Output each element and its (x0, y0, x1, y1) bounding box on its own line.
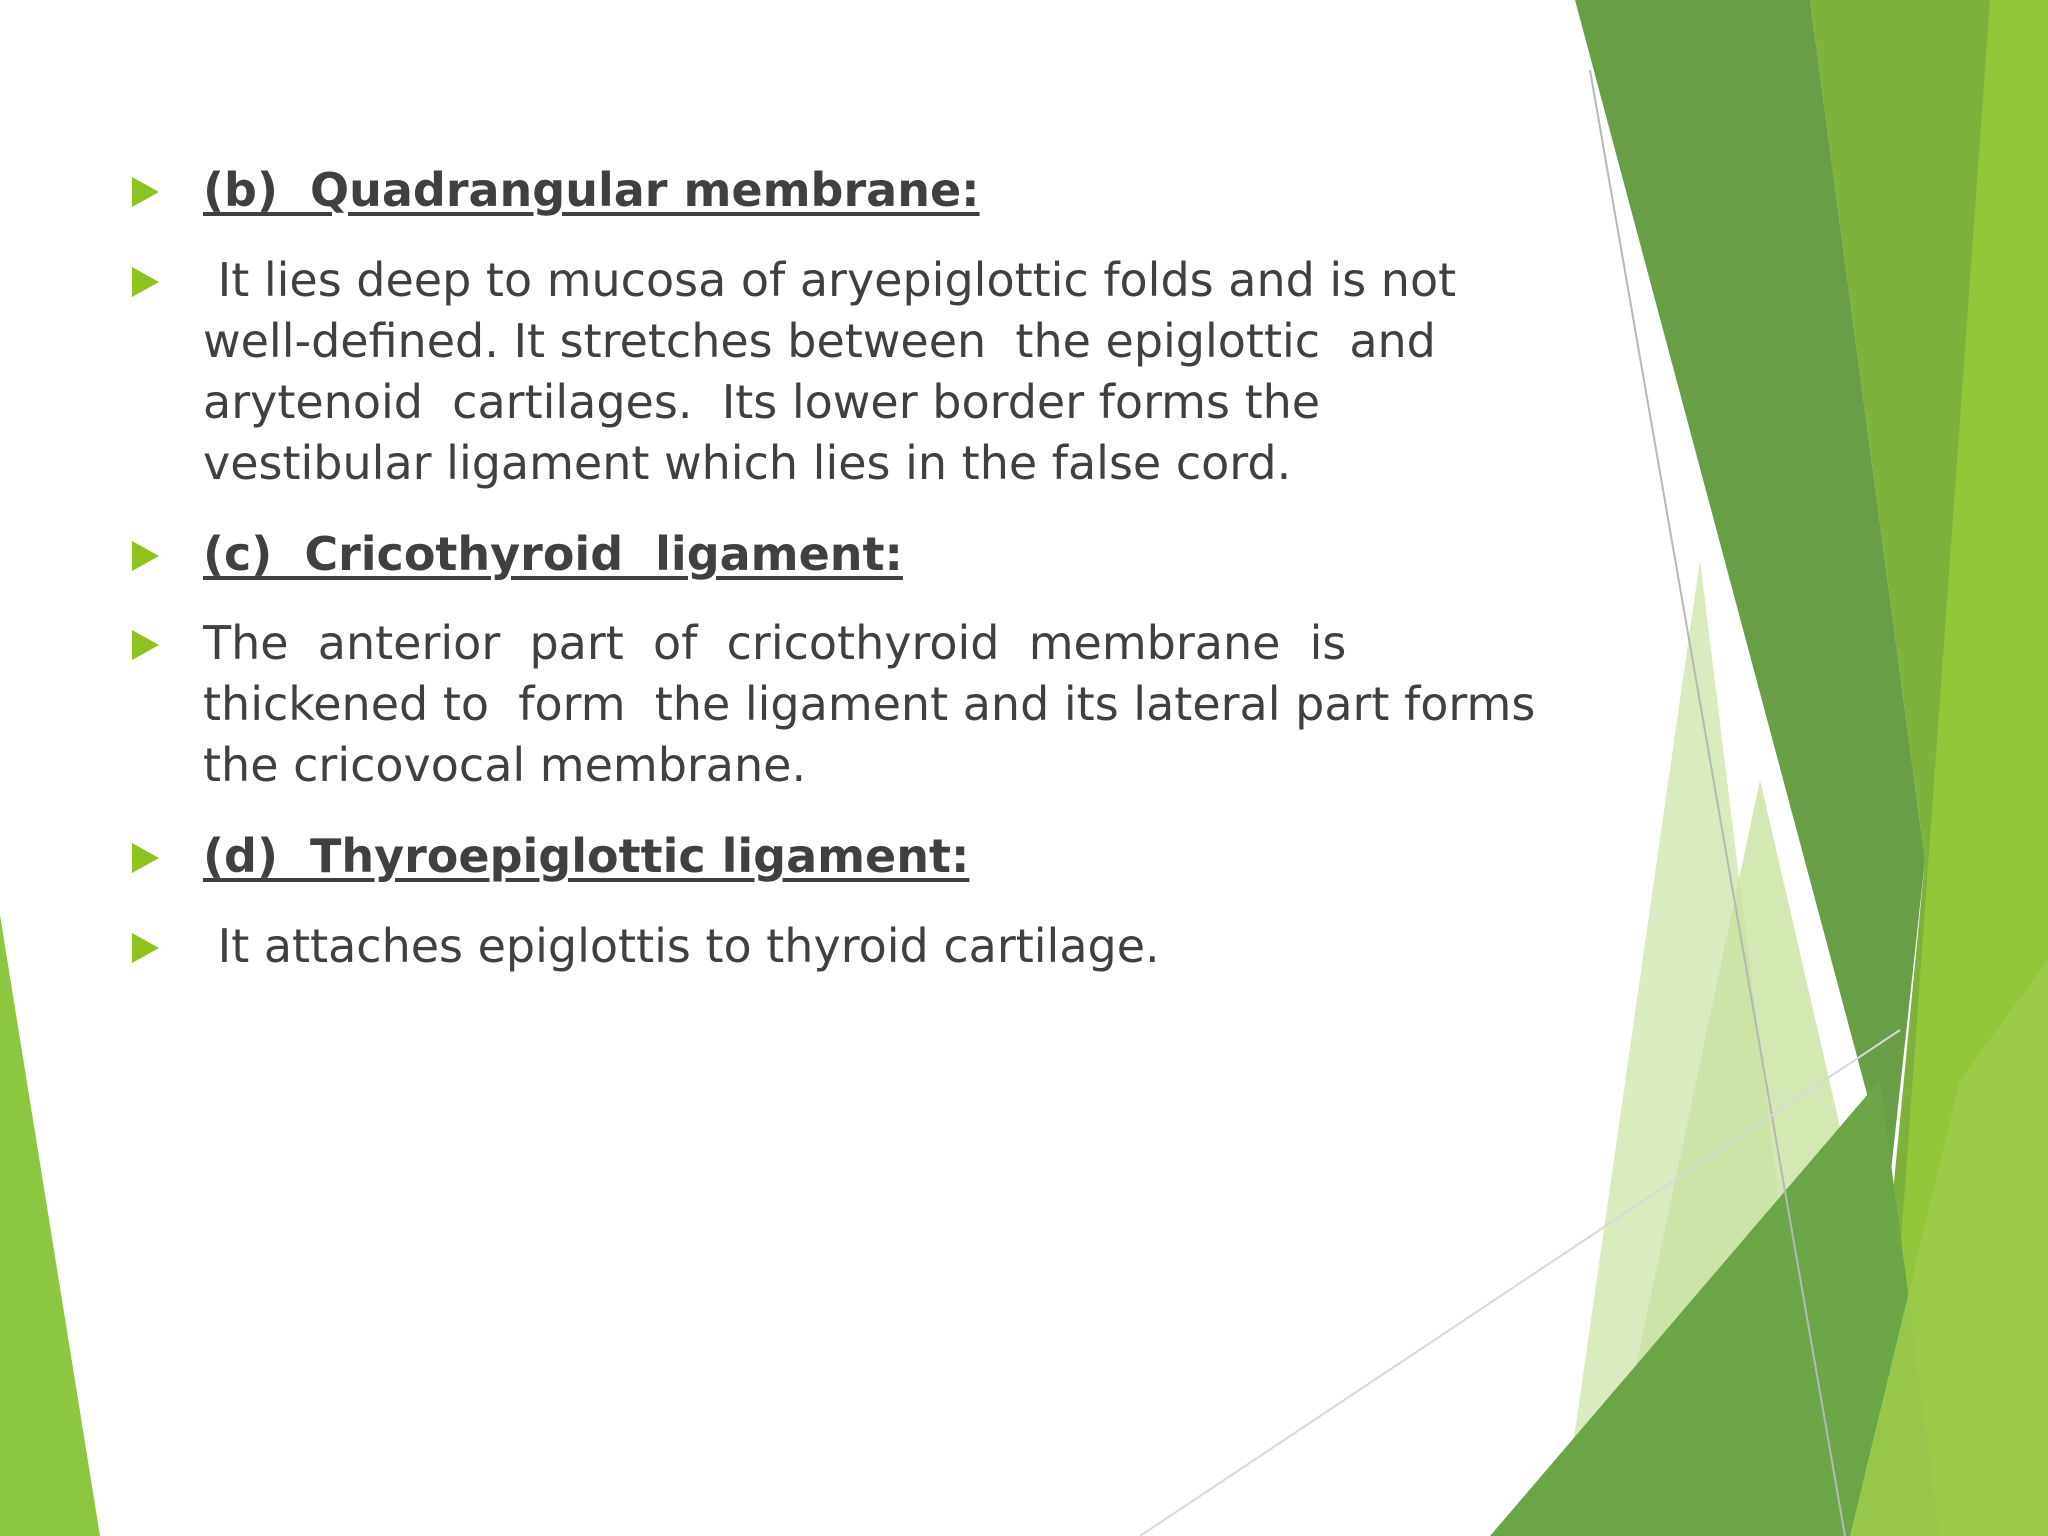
bullet-triangle-icon (132, 630, 159, 660)
body-line: well-defined. It stretches between the epiglottic and (203, 314, 1436, 368)
heading-quadrangular-membrane: (b) Quadrangular membrane: (203, 163, 980, 217)
body-line: arytenoid cartilages. Its lower border forms the (203, 375, 1321, 429)
body-line: It lies deep to mucosa of aryepiglottic folds and is not (203, 253, 1457, 307)
bullet-triangle-icon (132, 541, 159, 571)
body-line: thickened to form the ligament and its lateral part forms (203, 677, 1536, 731)
heading-cricothyroid-ligament: (c) Cricothyroid ligament: (203, 527, 903, 581)
body-line: The anterior part of cricothyroid membrane is (203, 616, 1347, 670)
heading-thyroepiglottic-ligament: (d) Thyroepiglottic ligament: (203, 829, 970, 883)
body-line: vestibular ligament which lies in the false cord. (203, 436, 1292, 490)
bullet-triangle-icon (132, 267, 159, 297)
bullet-triangle-icon (132, 933, 159, 963)
bullet-triangle-icon (132, 177, 159, 207)
body-line: It attaches epiglottis to thyroid cartilage. (203, 919, 1160, 973)
bullet-triangle-icon (132, 843, 159, 873)
body-line: the cricovocal membrane. (203, 738, 807, 792)
